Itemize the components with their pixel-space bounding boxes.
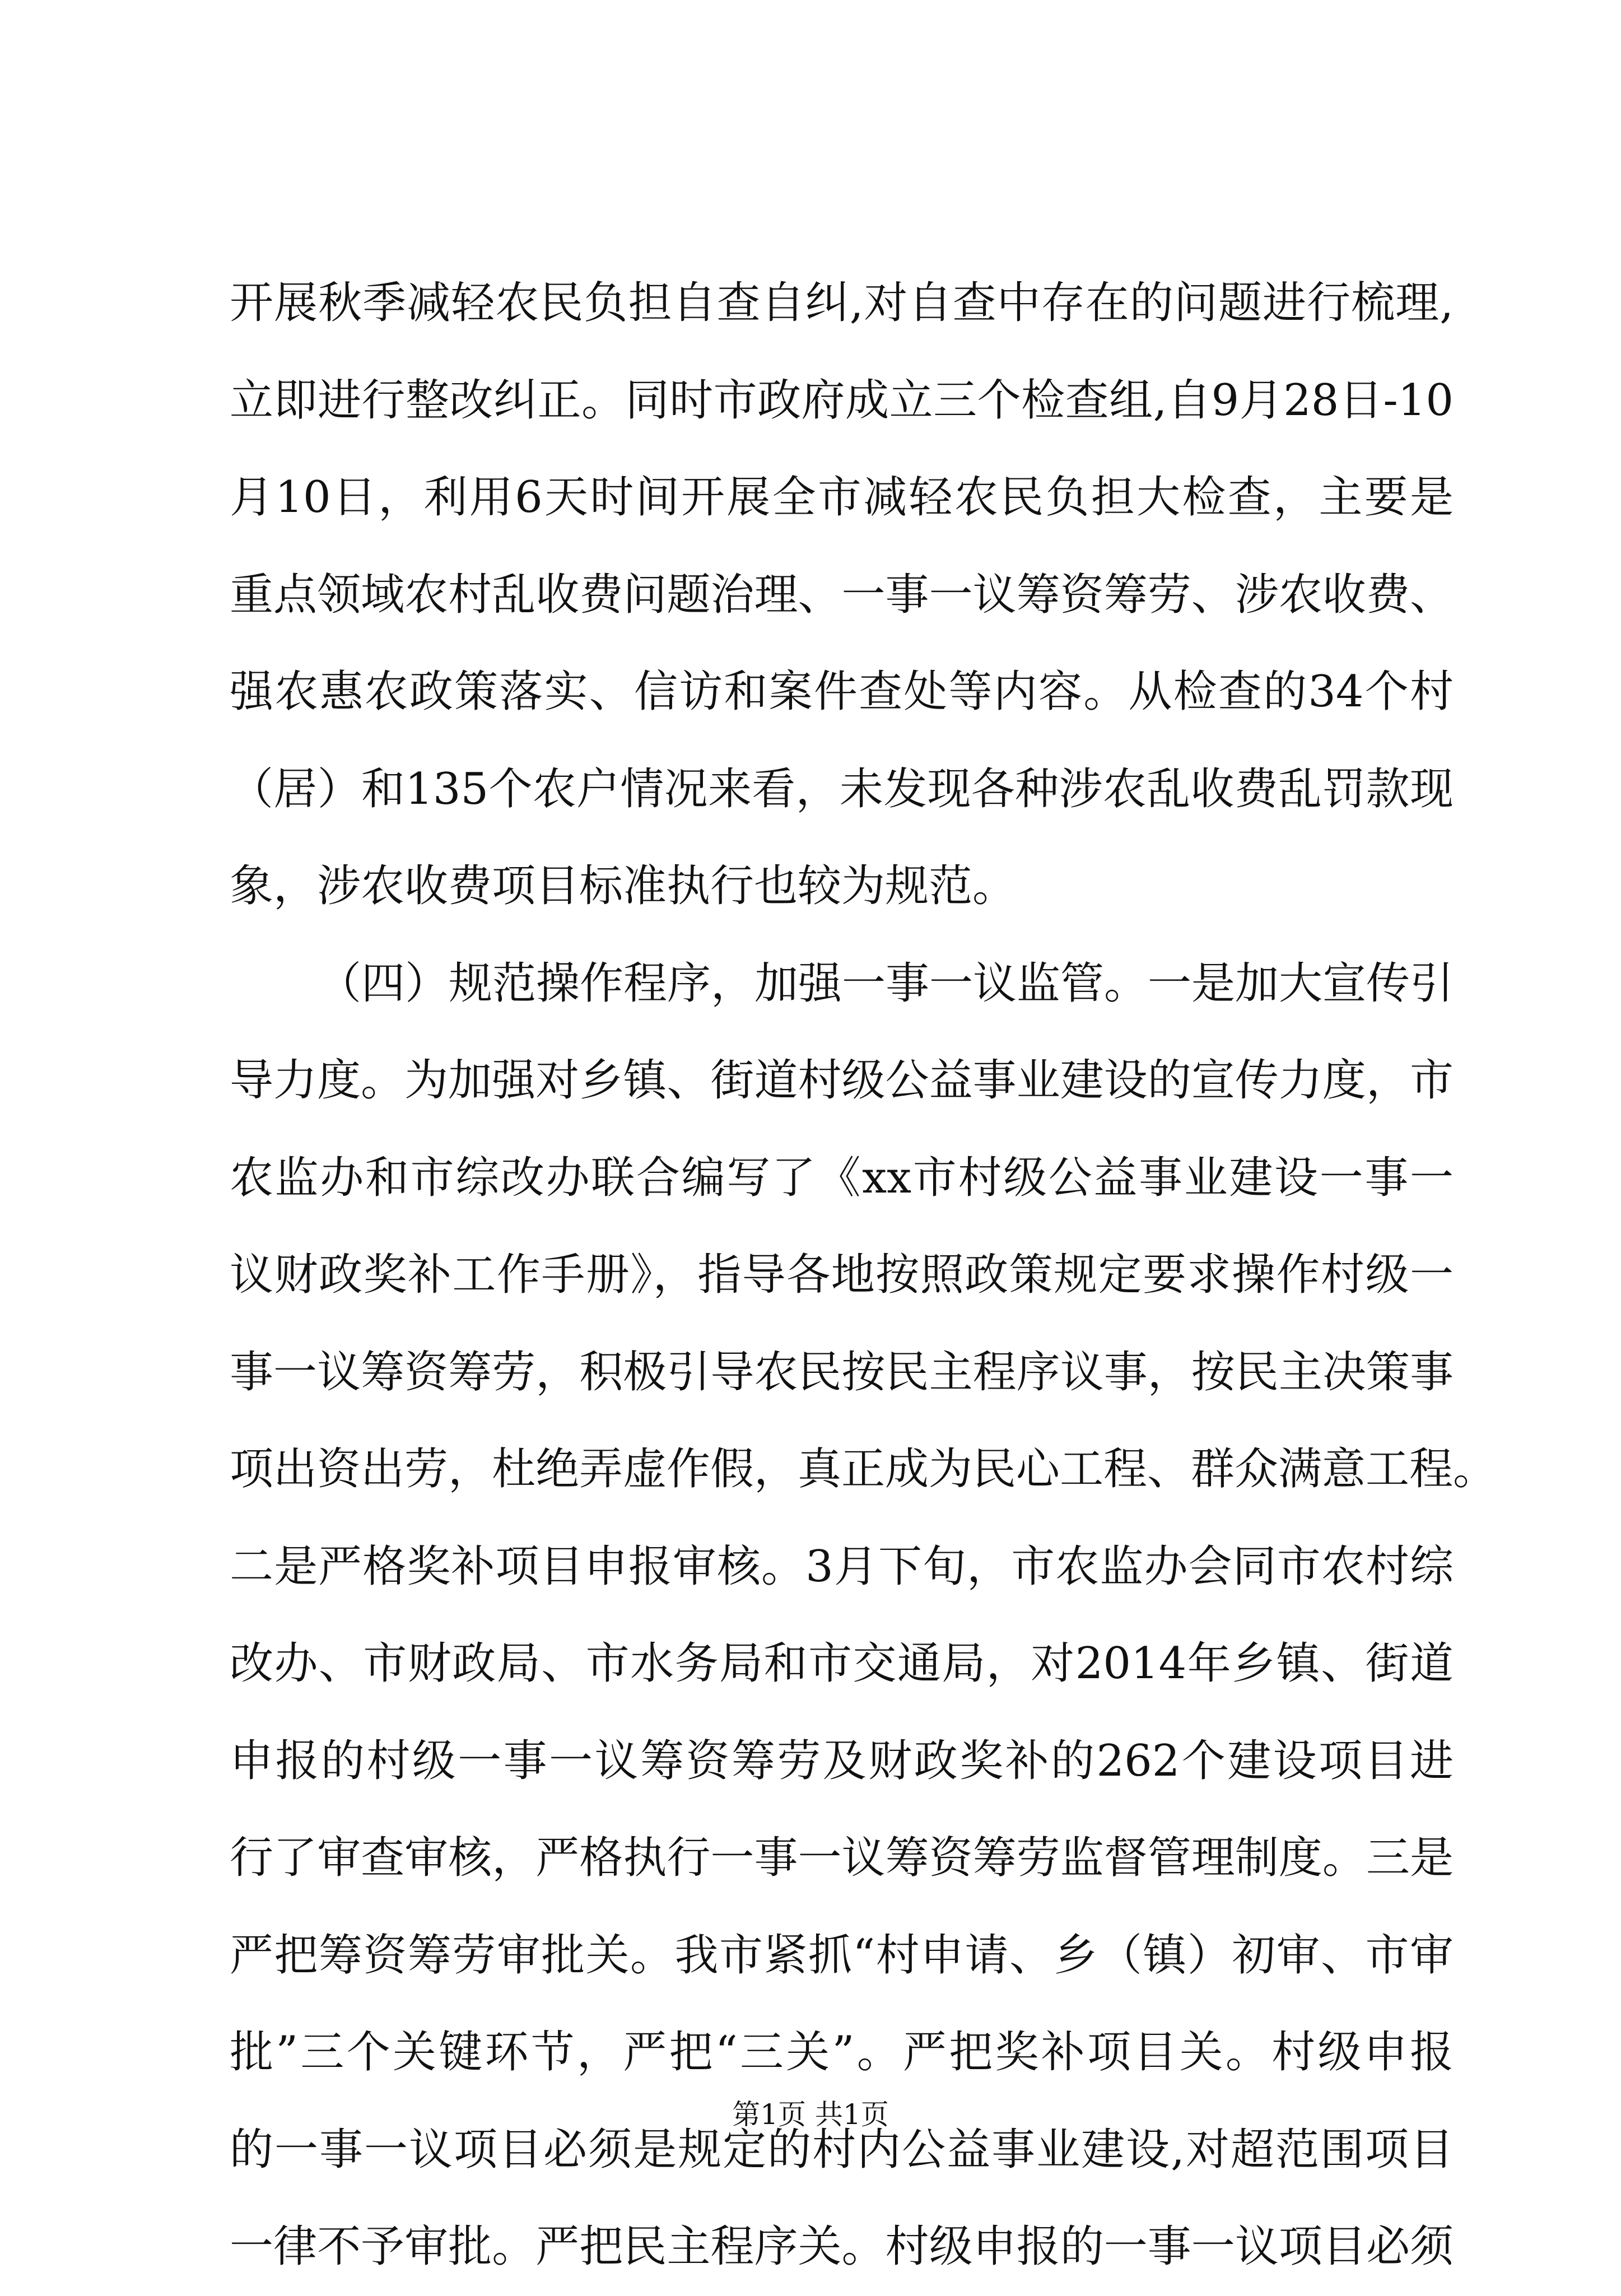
text-line: 二是严格奖补项目申报审核。3月下旬，市农监办会同市农村综 xyxy=(230,1541,1454,1592)
text-line: 项出资出劳，杜绝弄虚作假，真正成为民心工程、群众满意工程。 xyxy=(230,1444,1497,1494)
text-line: （居）和135个农户情况来看，未发现各种涉农乱收费乱罚款现 xyxy=(230,763,1454,814)
text-line: 严把筹资筹劳审批关。我市紧抓“村申请、乡（镇）初审、市审 xyxy=(230,1930,1454,1981)
body-text xyxy=(230,255,1497,2296)
text-line: 农监办和市综改办联合编写了《xx市村级公益事业建设一事一 xyxy=(230,1152,1454,1203)
text-line: 重点领域农村乱收费问题治理、一事一议筹资筹劳、涉农收费、 xyxy=(230,569,1454,620)
text-line: 议财政奖补工作手册》，指导各地按照政策规定要求操作村级一 xyxy=(230,1250,1454,1300)
text-line: 的一事一议项目必须是规定的村内公益事业建设,对超范围项目 xyxy=(230,2124,1454,2175)
text-line: 导力度。为加强对乡镇、街道村级公益事业建设的宣传力度，市 xyxy=(230,1055,1454,1106)
text-line: 行了审查审核，严格执行一事一议筹资筹劳监督管理制度。三是 xyxy=(230,1833,1454,1883)
text-line: 批”三个关键环节，严把“三关”。严把奖补项目关。村级申报 xyxy=(230,2027,1454,2078)
text-line: 强农惠农政策落实、信访和案件查处等内容。从检查的34个村 xyxy=(230,667,1454,717)
text-line: 月10日，利用6天时间开展全市减轻农民负担大检查，主要是 xyxy=(230,472,1454,523)
text-line: 象，涉农收费项目标准执行也较为规范。 xyxy=(230,861,1017,911)
text-line: 立即进行整改纠正。同时市政府成立三个检查组,自9月28日-10 xyxy=(230,375,1454,426)
text-line: 开展秋季减轻农民负担自查自纠,对自查中存在的问题进行梳理, xyxy=(230,278,1454,328)
page-footer xyxy=(0,2095,1621,2134)
text-line: 改办、市财政局、市水务局和市交通局，对2014年乡镇、街道 xyxy=(230,1638,1454,1689)
page-number-label: 第1页 共1页 xyxy=(732,2098,889,2131)
text-line: 事一议筹资筹劳，积极引导农民按民主程序议事，按民主决策事 xyxy=(230,1347,1454,1398)
text-line: 一律不予审批。严把民主程序关。村级申报的一事一议项目必须 xyxy=(230,2222,1454,2272)
text-line: 申报的村级一事一议筹资筹劳及财政奖补的262个建设项目进 xyxy=(230,1735,1454,1786)
section-heading-line: （四）规范操作程序，加强一事一议监管。一是加大宣传引 xyxy=(318,958,1454,1009)
